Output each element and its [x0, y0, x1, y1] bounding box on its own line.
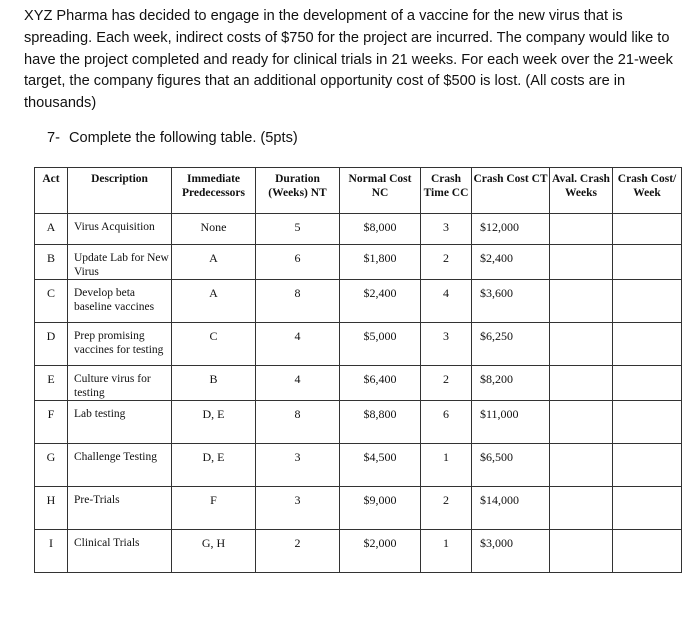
cell-act: G [35, 444, 68, 487]
problem-statement: XYZ Pharma has decided to engage in the development of a vaccine for the new virus that is spreading. Each week, indirect costs of $750 for the project are incurred. The company would like to have the project completed and ready for clinical trials in 21 weeks. For each week over the 21-week target, the company figures that an additional opportunity cost of $500 is lost. (All costs are in thousands) [24, 8, 673, 112]
header-crash-cost-per-week: Crash Cost/ Week [613, 168, 682, 214]
cell-crash-cost: $3,600 [472, 280, 550, 323]
cell-crash-cost-per-week [613, 280, 682, 323]
cell-act: C [35, 280, 68, 323]
cell-description: Pre-Trials [68, 487, 172, 530]
table-row [35, 530, 682, 573]
header-normal-cost: Normal Cost NC [340, 168, 421, 214]
cell-crash-cost: $3,000 [472, 530, 550, 573]
table-row [35, 280, 682, 323]
cell-crash-cost: $6,500 [472, 444, 550, 487]
cell-description: Clinical Trials [68, 530, 172, 573]
cell-crash-cost-per-week [613, 444, 682, 487]
cell-act: I [35, 530, 68, 573]
cell-duration: 6 [256, 245, 340, 280]
cell-predecessors: G, H [172, 530, 256, 573]
crash-cost-table [34, 167, 682, 573]
cell-crash-time: 3 [421, 323, 472, 366]
cell-act: F [35, 401, 68, 444]
header-aval-crash-weeks: Aval. Crash Weeks [550, 168, 613, 214]
cell-description: Prep promising vaccines for testing [68, 323, 172, 366]
cell-normal-cost: $2,400 [340, 280, 421, 323]
cell-crash-cost-per-week [613, 487, 682, 530]
cell-crash-time: 1 [421, 530, 472, 573]
cell-aval-crash-weeks [550, 487, 613, 530]
cell-crash-cost: $14,000 [472, 487, 550, 530]
cell-crash-cost-per-week [613, 401, 682, 444]
cell-act: H [35, 487, 68, 530]
header-duration: Duration (Weeks) NT [256, 168, 340, 214]
header-crash-time: Crash Time CC [421, 168, 472, 214]
table-row [35, 487, 682, 530]
cell-normal-cost: $4,500 [340, 444, 421, 487]
cell-crash-cost-per-week [613, 323, 682, 366]
cell-crash-cost-per-week [613, 366, 682, 401]
header-predecessors: Immediate Predecessors [172, 168, 256, 214]
cell-description: Update Lab for New Virus [68, 245, 172, 280]
cell-crash-cost: $11,000 [472, 401, 550, 444]
cell-aval-crash-weeks [550, 401, 613, 444]
cell-crash-time: 2 [421, 366, 472, 401]
cell-duration: 4 [256, 323, 340, 366]
cell-normal-cost: $5,000 [340, 323, 421, 366]
cell-duration: 2 [256, 530, 340, 573]
table-row [35, 245, 682, 280]
table-row [35, 401, 682, 444]
cell-crash-time: 2 [421, 487, 472, 530]
cell-description: Culture virus for testing [68, 366, 172, 401]
cell-predecessors: B [172, 366, 256, 401]
cell-aval-crash-weeks [550, 214, 613, 245]
cell-normal-cost: $6,400 [340, 366, 421, 401]
cell-crash-time: 4 [421, 280, 472, 323]
cell-crash-cost-per-week [613, 214, 682, 245]
cell-aval-crash-weeks [550, 444, 613, 487]
cell-crash-time: 1 [421, 444, 472, 487]
cell-predecessors: D, E [172, 401, 256, 444]
cell-predecessors: C [172, 323, 256, 366]
table-row [35, 366, 682, 401]
cell-crash-cost: $12,000 [472, 214, 550, 245]
cell-duration: 4 [256, 366, 340, 401]
cell-act: B [35, 245, 68, 280]
question-number: 7- [47, 130, 60, 146]
cell-predecessors: A [172, 245, 256, 280]
cell-crash-time: 6 [421, 401, 472, 444]
cell-predecessors: A [172, 280, 256, 323]
cell-duration: 3 [256, 487, 340, 530]
cell-act: E [35, 366, 68, 401]
cell-crash-cost: $8,200 [472, 366, 550, 401]
cell-description: Develop beta baseline vaccines [68, 280, 172, 323]
cell-normal-cost: $8,800 [340, 401, 421, 444]
cell-normal-cost: $1,800 [340, 245, 421, 280]
header-act: Act [35, 168, 68, 214]
cell-crash-cost-per-week [613, 530, 682, 573]
table-row [35, 214, 682, 245]
cell-crash-cost: $2,400 [472, 245, 550, 280]
header-crash-cost: Crash Cost CT [472, 168, 550, 214]
cell-act: A [35, 214, 68, 245]
cell-predecessors: F [172, 487, 256, 530]
cell-duration: 8 [256, 280, 340, 323]
cell-description: Virus Acquisition [68, 214, 172, 245]
cell-predecessors: D, E [172, 444, 256, 487]
cell-description: Challenge Testing [68, 444, 172, 487]
cell-duration: 8 [256, 401, 340, 444]
cell-crash-time: 2 [421, 245, 472, 280]
cell-description: Lab testing [68, 401, 172, 444]
cell-crash-cost: $6,250 [472, 323, 550, 366]
cell-aval-crash-weeks [550, 245, 613, 280]
cell-act: D [35, 323, 68, 366]
cell-aval-crash-weeks [550, 323, 613, 366]
question-text: Complete the following table. (5pts) [68, 130, 298, 146]
cell-normal-cost: $2,000 [340, 530, 421, 573]
cell-aval-crash-weeks [550, 366, 613, 401]
cell-aval-crash-weeks [550, 280, 613, 323]
cell-aval-crash-weeks [550, 530, 613, 573]
table-row [35, 444, 682, 487]
cell-predecessors: None [172, 214, 256, 245]
cell-duration: 3 [256, 444, 340, 487]
cell-normal-cost: $9,000 [340, 487, 421, 530]
cell-normal-cost: $8,000 [340, 214, 421, 245]
header-description: Description [68, 168, 172, 214]
cell-crash-time: 3 [421, 214, 472, 245]
table-row [35, 323, 682, 366]
cell-duration: 5 [256, 214, 340, 245]
question-prompt [47, 130, 298, 146]
cell-crash-cost-per-week [613, 245, 682, 280]
table-header-row [35, 168, 682, 214]
